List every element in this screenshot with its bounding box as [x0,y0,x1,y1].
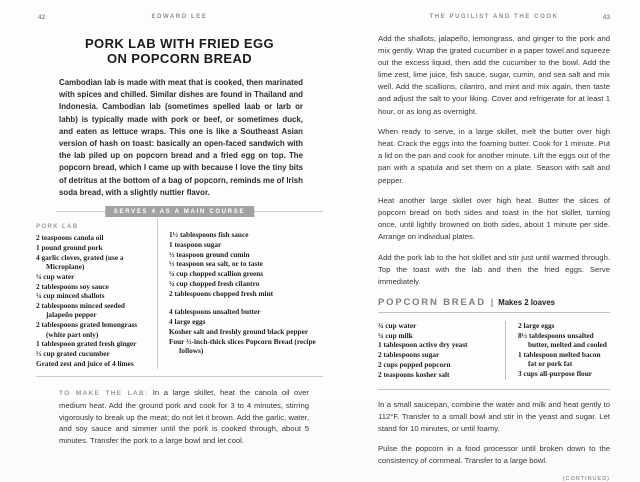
ingredient-item: 2 teaspoons canola oil [36,233,104,243]
right-page-number: 43 [602,14,610,21]
ingredient-item: 1 teaspoon sugar [169,239,222,249]
popcorn-bread-ingredients-column-2 [506,321,610,380]
ingredient-item: 2 tablespoons grated lemongrass (white part only) [36,320,138,339]
popcorn-bread-ingredients [378,313,610,390]
ingredient-item: 2 cups popped popcorn [378,359,451,369]
instruction-paragraph: Pulse the popcorn in a food processor until broken down to the consistency of cornmeal. Transfer to a large bowl. [378,444,610,466]
instruction-paragraph: Heat another large skillet over high heat. Butter the slices of popcorn bread on both sides and toast in the hot skillet, turning once, until lightly browned on both sides, about 1 minute per side. Arrange on individual plates. [378,196,610,242]
ingredient-item: 2 large eggs [518,320,555,330]
instruction-paragraph: In a small saucepan, combine the water and milk and heat gently to 112°F. Transfer to a small bowl and stir in the yeast and sugar. Let stand for 10 minutes, or until foamy. [378,399,610,433]
ingredient-item: 1 tablespoon grated fresh ginger [36,339,137,349]
ingredient-item: Kosher salt and freshly ground black pepper [169,326,309,336]
method-label: TO MAKE THE LAB: [59,389,149,397]
popcorn-bread-yield: Makes 2 loaves [498,297,555,307]
ingredient-item: Four ½-inch-thick slices Popcorn Bread (recipe follows) [169,336,316,355]
left-page [36,14,323,447]
ingredient-item: 2 tablespoons soy sauce [36,281,109,291]
ingredient-item: ¼ cup minced shallots [36,291,105,301]
ingredient-item: ¾ cup water [378,320,417,330]
ingredient-item: ¼ cup chopped fresh cilantro [169,279,260,289]
ingredient-item: ½ teaspoon sea salt, or to taste [169,259,263,269]
method-paragraph [59,387,309,448]
ingredients-column-1 [36,218,158,369]
continued-marker: (CONTINUED) [562,476,610,482]
ingredient-item: 1 pound ground pork [36,242,103,252]
ingredient-item: 1 tablespoon active dry yeast [378,340,468,350]
ingredient-item: ½ cup grated cucumber [36,349,110,359]
right-page [378,14,610,482]
instruction-paragraph: Add the shallots, jalapeño, lemongrass, and ginger to the pork and mix gently. Wrap the grated cucumber in a paper towel and squeeze out the excess liquid, then add the cucumber to the bowl. Add the lime zest, lime juice, fish sauce, sugar, cumin, and sea salt and mix well. Add the scallions, cilantro, and mint and mix again, then taste and adjust the salt to your liking. Cover and refrigerate for at least 1 hour, or as long as overnight. [378,34,610,116]
ingredient-item: 4 tablespoons unsalted butter [169,307,261,317]
left-page-number: 42 [38,14,46,21]
ingredient-item [169,299,323,307]
recipe-title [36,37,323,66]
ingredient-item: 8½ tablespoons unsalted butter, melted and cooled [518,330,607,349]
ingredient-item: ½ teaspoon ground cumin [169,249,250,259]
ingredients-list-1 [36,233,149,368]
ingredient-item: 2 tablespoons chopped fresh mint [169,288,274,298]
ingredient-item: 1½ tablespoons fish sauce [169,230,249,240]
right-running-header: THE PUGILIST AND THE COOK [429,14,559,20]
popcorn-bread-heading: POPCORN BREAD [378,296,486,308]
recipe-title-line1: PORK LAB WITH FRIED EGG [84,36,275,51]
instructions-paragraphs [378,33,610,288]
instruction-paragraph: When ready to serve, in a large skillet, melt the butter over high heat. Crack the eggs into the foaming butter. Cook for 1 minute. Put a lid on the pan and cook for another minute. Lift the eggs out of the pan with a spatula and set them on a plate. Season with salt and pepper. [378,127,610,185]
ingredients-section [36,218,323,377]
method-text: In a large skillet, heat the canola oil over medium heat. Add the ground pork and cook for 3 to 4 minutes, stirring vigorously to break up the meat; do not let it brown. Add the garlic, water, and soy sauce and simmer until the pork is cooked through, about 5 minutes. Transfer the pork to a large bowl and let cool. [59,387,309,446]
popcorn-bread-heading-row [378,297,610,313]
ingredient-item: ¼ cup water [36,271,75,281]
ingredient-item: ¼ cup milk [378,330,413,340]
instruction-paragraph: Add the pork lab to the hot skillet and stir just until warmed through. Top the toast with the lab and then the fried eggs. Serve immediately. [378,253,610,287]
serves-banner-label: SERVES 4 AS A MAIN COURSE [105,206,254,217]
ingredient-item: ¼ cup chopped scallion greens [169,269,264,279]
recipe-title-line2: ON POPCORN BREAD [106,50,253,66]
ingredients-label: PORK LAB [36,224,79,231]
ingredient-item: 2 tablespoons minced seeded jalapeño pepper [36,301,125,320]
ingredient-item: 2 teaspoons kosher salt [378,369,450,379]
left-running-header: EDWARD LEE [151,14,208,20]
heading-separator: | [490,296,494,307]
serves-banner [36,206,323,218]
popcorn-bread-paragraphs [378,399,610,468]
ingredient-item: 2 tablespoons sugar [378,350,440,360]
ingredient-item: 4 garlic cloves, grated (use a Microplane) [36,252,124,271]
recipe-intro: Cambodian lab is made with meat that is cooked, then marinated with spices and chilled. Similar dishes are found in Thailand and Indonesia. Cambodian lab (sometimes spelled laab or larb or lahb) is typically made with pork or beef, or sometimes duck, and eaten as lettuce wraps. This one is like a Southeast Asian version of hash on toast: basically an open-faced sandwich with the lab piled up on popcorn bread and a fried egg on top. The popcorn bread, which I came up with because I love the tiny bits of detritus at the bottom of a bag of popcorn, reminds me of Irish soda bread, with a slightly nuttier flavor. [59,78,303,197]
ingredients-column-2 [158,218,323,369]
ingredient-item: 4 large eggs [169,316,206,326]
ingredient-item: 1 tablespoon melted bacon fat or pork fat [518,349,601,368]
ingredient-item: 3 cups all-purpose flour [518,368,592,378]
popcorn-bread-ingredients-column-1 [378,321,506,380]
left-running-header-row [36,14,323,24]
ingredient-item: Grated zest and juice of 4 limes [36,358,134,368]
right-running-header-row [378,14,610,24]
